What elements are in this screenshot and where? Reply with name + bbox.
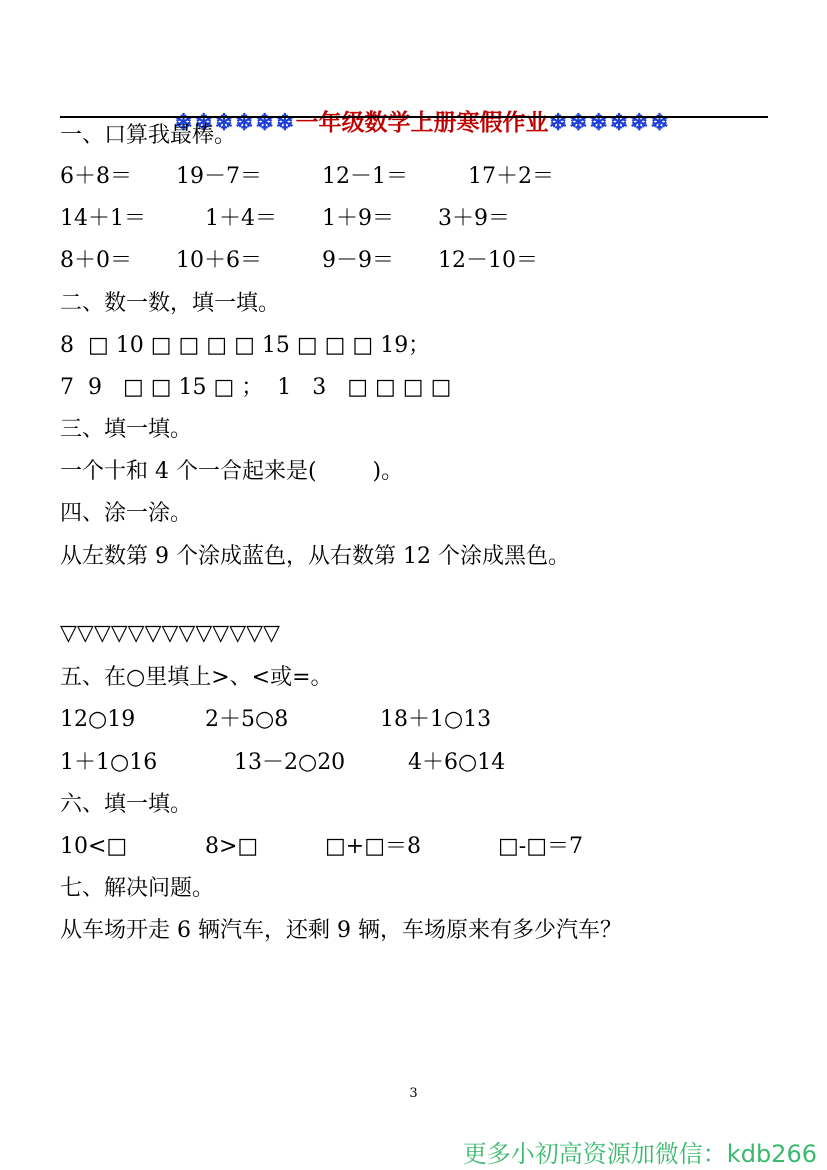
- calc-item: 12－1＝: [322, 164, 408, 189]
- compare-item: 18＋1○13: [380, 707, 492, 732]
- fill-item: □-□＝7: [498, 834, 584, 859]
- calc-item: 6＋8＝: [60, 164, 132, 189]
- sequence-line: 7 9 □ □ 15 □ ； 1 3 □ □ □ □: [60, 375, 452, 400]
- promo-text: 更多小初高资源加微信：kdb266: [462, 1140, 817, 1168]
- fill-item: 10<□: [60, 834, 128, 859]
- section-3-heading: 三、填一填。: [60, 417, 193, 442]
- compare-item: 13－2○20: [234, 750, 346, 775]
- calc-item: 1＋4＝: [205, 206, 277, 231]
- calc-item: 12－10＝: [438, 248, 538, 273]
- calc-item: 14＋1＝: [60, 206, 146, 231]
- page-number: 3: [409, 1086, 418, 1101]
- snowflake-icon: ❄❄❄❄❄❄: [548, 109, 671, 136]
- compare-item: 2＋5○8: [205, 707, 289, 732]
- calc-item: 3＋9＝: [438, 206, 510, 231]
- word-problem: 从车场开走 6 辆汽车，还剩 9 辆，车场原来有多少汽车？: [60, 918, 622, 943]
- fill-question: 一个十和 4 个一合起来是( )。: [60, 459, 404, 484]
- compare-item: 12○19: [60, 707, 136, 732]
- compare-item: 4＋6○14: [408, 750, 506, 775]
- page-title: 一年级数学上册寒假作业: [295, 109, 549, 136]
- calc-item: 1＋9＝: [322, 206, 394, 231]
- calc-item: 19－7＝: [176, 164, 262, 189]
- calc-item: 9－9＝: [322, 248, 394, 273]
- section-4-heading: 四、涂一涂。: [60, 501, 193, 526]
- triangle-row: ▽▽▽▽▽▽▽▽▽▽▽▽▽: [60, 621, 280, 646]
- fill-item: 8>□: [205, 834, 259, 859]
- calc-item: 17＋2＝: [468, 164, 554, 189]
- calc-item: 10＋6＝: [176, 248, 262, 273]
- section-7-heading: 七、解决问题。: [60, 876, 215, 901]
- sequence-line: 8 □ 10 □ □ □ □ 15 □ □ □ 19；: [60, 333, 431, 358]
- fill-item: □+□＝8: [325, 834, 422, 859]
- compare-item: 1＋1○16: [60, 750, 158, 775]
- section-2-heading: 二、数一数，填一填。: [60, 291, 281, 316]
- snowflake-icon: ❄❄❄❄❄❄: [173, 109, 296, 136]
- calc-item: 8＋0＝: [60, 248, 132, 273]
- section-6-heading: 六、填一填。: [60, 792, 193, 817]
- section-5-heading: 五、在○里填上>、<或=。: [60, 665, 333, 690]
- header-rule: [60, 116, 768, 118]
- color-instruction: 从左数第 9 个涂成蓝色，从右数第 12 个涂成黑色。: [60, 544, 570, 569]
- section-1-heading: 一、口算我最棒。: [60, 123, 237, 148]
